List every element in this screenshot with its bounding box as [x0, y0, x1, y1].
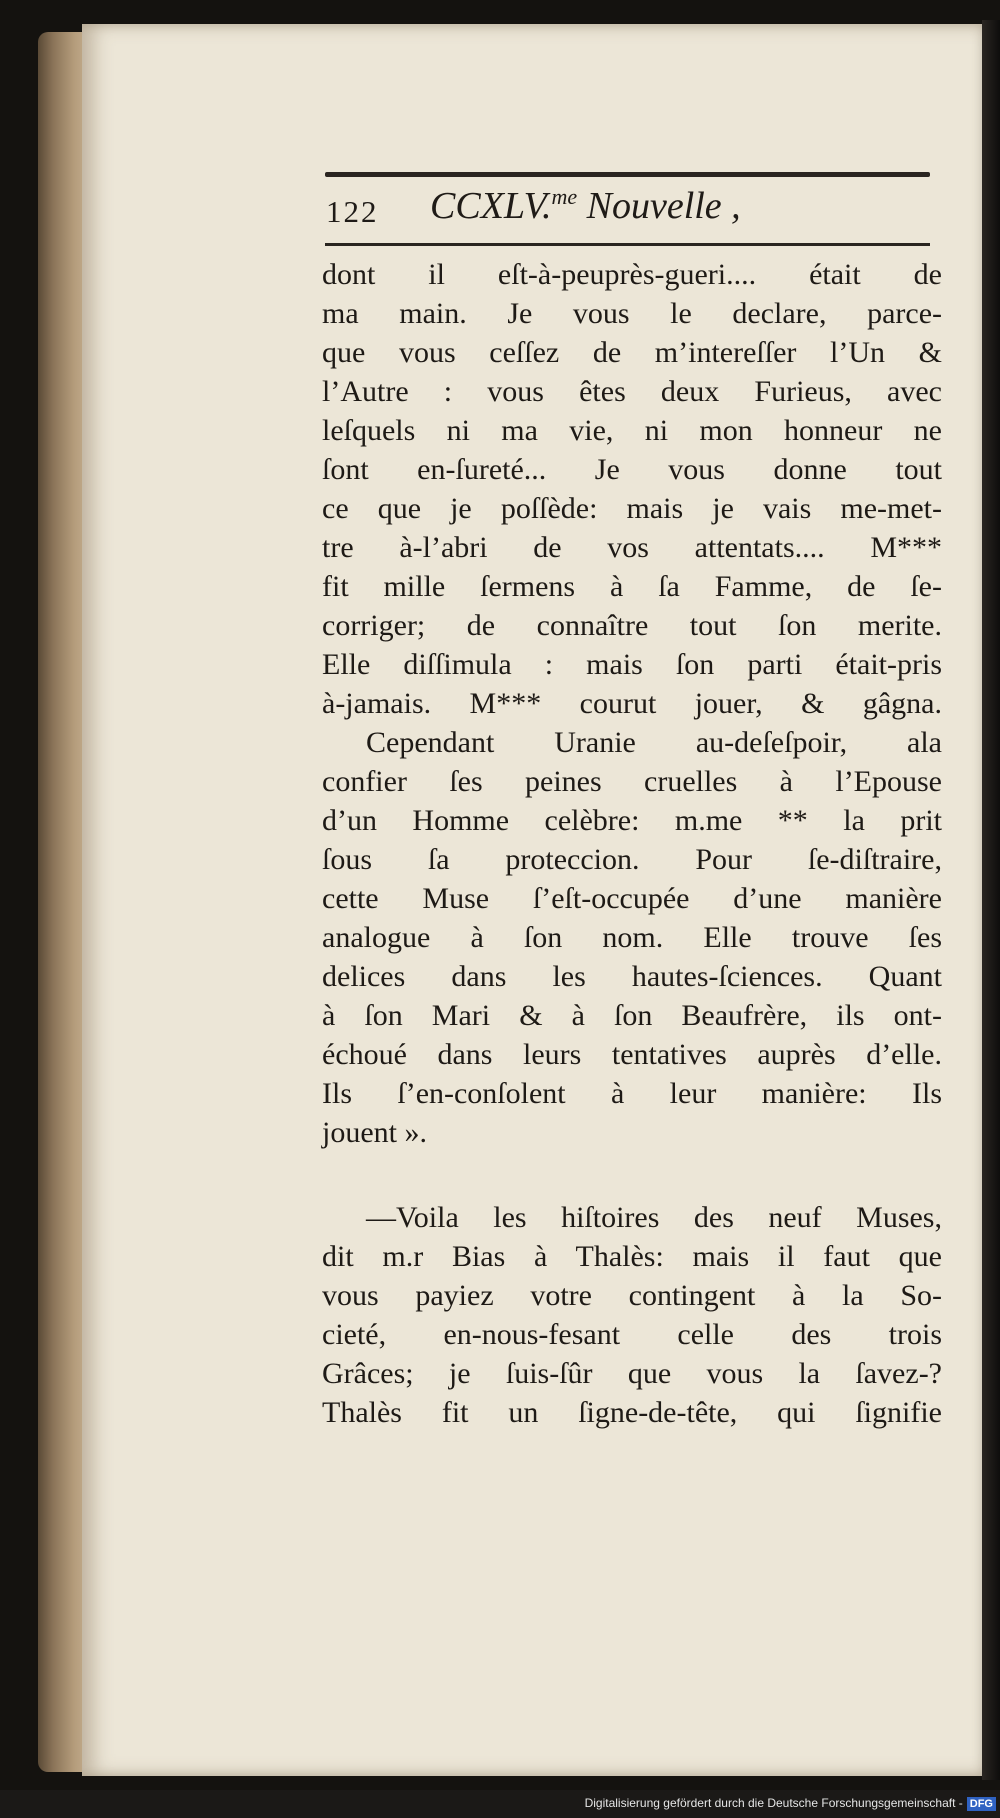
body-text [322, 255, 942, 1432]
chapter-title-numeral: CCXLV. [430, 185, 552, 227]
chapter-title-superscript: me [551, 184, 578, 209]
text-line: ſous ſa proteccion. Pour ſe-diſtraire, [322, 843, 942, 876]
text-line: Elle diſſimula : mais ſon parti était-pris [322, 648, 942, 681]
text-line: cieté, en-nous-fesant celle des trois [322, 1318, 942, 1351]
text-line: Grâces; je ſuis-ſûr que vous la ſavez-? [322, 1357, 942, 1390]
text-line: analogue à ſon nom. Elle trouve ſes [322, 921, 942, 954]
text-line: corriger; de connaître tout ſon merite. [322, 609, 942, 642]
chapter-title-word: Nouvelle , [577, 185, 741, 227]
text-line: tre à-l’abri de vos attentats.... M*** [322, 531, 942, 564]
running-head [326, 180, 930, 238]
text-line: Ils ſ’en-conſolent à leur manière: Ils [322, 1077, 942, 1110]
text-line: Cependant Uranie au-deſeſpoir, ala [366, 726, 942, 759]
text-line: à-jamais. M*** courut jouer, & gâgna. [322, 687, 942, 720]
page-number: 122 [326, 194, 379, 229]
header-rule-top [325, 172, 930, 177]
text-line: échoué dans leurs tentatives auprès d’elle. [322, 1038, 942, 1071]
text-line: l’Autre : vous êtes deux Furieus, avec [322, 375, 942, 408]
text-line: leſquels ni ma vie, ni mon honneur ne [322, 414, 942, 447]
text-line: —Voila les hiſtoires des neuf Muses, [366, 1201, 942, 1234]
text-line: dit m.r Bias à Thalès: mais il faut que [322, 1240, 942, 1273]
text-line: Thalès fit un ſigne-de-tête, qui ſignifie [322, 1396, 942, 1429]
text-line: que vous ceſſez de m’intereſſer l’Un & [322, 336, 942, 369]
text-line: ſont en-ſureté... Je vous donne tout [322, 453, 942, 486]
text-line: ce que je poſſède: mais je vais me-met- [322, 492, 942, 525]
text-line: à ſon Mari & à ſon Beaufrère, ils ont- [322, 999, 942, 1032]
text-line: ma main. Je vous le declare, parce- [322, 297, 942, 330]
text-line: dont il eſt-à-peuprès-gueri.... était de [322, 258, 942, 291]
text-line: delices dans les hautes-ſciences. Quant [322, 960, 942, 993]
page-edge [982, 20, 1000, 1780]
text-line: cette Muse ſ’eſt-occupée d’une manière [322, 882, 942, 915]
digitization-credit [585, 1796, 996, 1814]
text-line: vous payiez votre contingent à la So- [322, 1279, 942, 1312]
text-line: jouent ». [322, 1116, 427, 1149]
chapter-title [430, 184, 741, 228]
paragraph-gap [322, 1152, 942, 1198]
credit-text: Digitalisierung gefördert durch die Deutsche Forschungsgemeinschaft - [584, 1796, 963, 1810]
header-rule-bottom [325, 243, 930, 246]
text-line: d’un Homme celèbre: m.me ** la prit [322, 804, 942, 837]
text-line: fit mille ſermens à ſa Famme, de ſe- [322, 570, 942, 603]
text-line: confier ſes peines cruelles à l’Epouse [322, 765, 942, 798]
dfg-logo: DFG [967, 1797, 996, 1811]
